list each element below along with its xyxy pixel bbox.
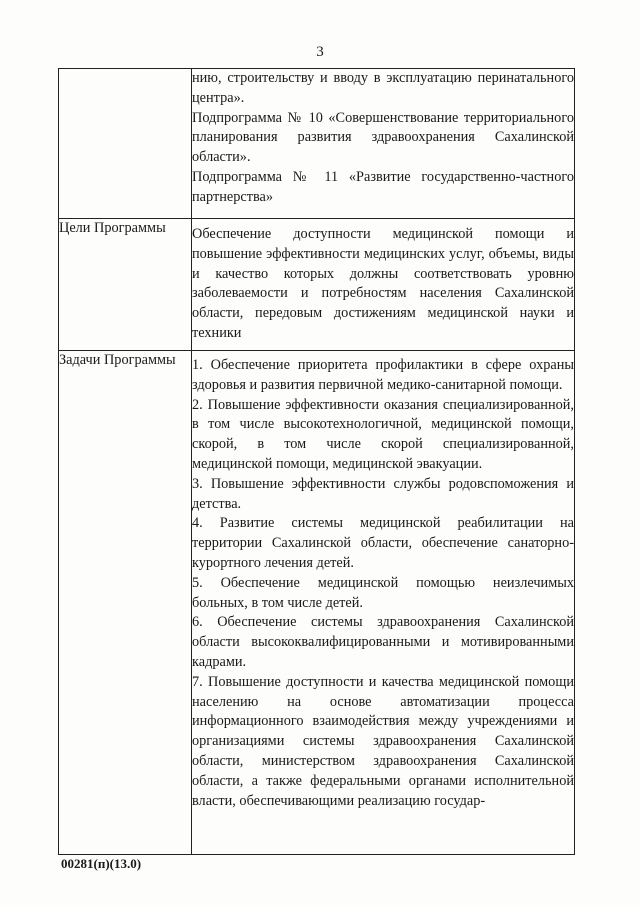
- paragraph: Подпрограмма № 11 «Развитие государственно-частного партнерства»: [192, 168, 574, 205]
- row-label-tasks: Задачи Программы: [59, 351, 192, 855]
- paragraph: 6. Обеспечение системы здравоохранения Сахалинской области высококвалифицированными и мотивированными кадрами.: [192, 614, 574, 670]
- paragraph: Подпрограмма № 10 «Совершенствование территориального планирования развития здравоохранения Сахалинской области».: [192, 109, 574, 166]
- paragraph: нию, строительству и вводу в эксплуатацию перинатального центра».: [192, 70, 574, 106]
- continuation-content: [192, 69, 575, 219]
- paragraph: 7. Повышение доступности и качества медицинской помощи населению на основе автоматизации процесса информационного взаимодействия между учреждениями и организациями системы здравоохранения Сахалинской области, министерством здравоохранения Сахалинской области, а также федеральными органами исполнительной власти, обеспечивающими реализацию государ-: [192, 673, 574, 809]
- paragraph: 5. Обеспечение медицинской помощью неизлечимых больных, в том числе детей.: [192, 574, 574, 611]
- paragraph: 1. Обеспечение приоритета профилактики в сфере охраны здоровья и развития первичной медико-санитарной помощи.: [192, 357, 574, 393]
- tasks-content: [192, 351, 575, 855]
- page-number: 3: [316, 44, 324, 60]
- row-label-goals: Цели Программы: [59, 219, 192, 351]
- paragraph: 4. Развитие системы медицинской реабилитации на территории Сахалинской области, обеспечение санаторно-курортного лечения детей.: [192, 515, 574, 571]
- program-passport-table: [58, 68, 575, 855]
- goals-content: [192, 219, 575, 351]
- table-row-continuation: [59, 69, 575, 219]
- paragraph: 2. Повышение эффективности оказания специализированной, в том числе высокотехнологичной, медицинской помощи, скорой, в том числе скорой специализированной, медицинской помощи, медицинской эвакуации.: [192, 396, 574, 472]
- table-row-tasks: [59, 351, 575, 855]
- document-code: 00281(п)(13.0): [61, 856, 142, 871]
- table-row-goals: [59, 219, 575, 351]
- row-label-empty: [59, 69, 192, 219]
- paragraph: 3. Повышение эффективности службы родовспоможения и детства.: [192, 475, 574, 512]
- paragraph: Обеспечение доступности медицинской помощи и повышение эффективности медицинских услуг, объемы, виды и качество которых должны соответствовать уровню заболеваемости и потребностям населения Сахалинской области, передовым достижениям медицинской науки и техники: [192, 226, 574, 341]
